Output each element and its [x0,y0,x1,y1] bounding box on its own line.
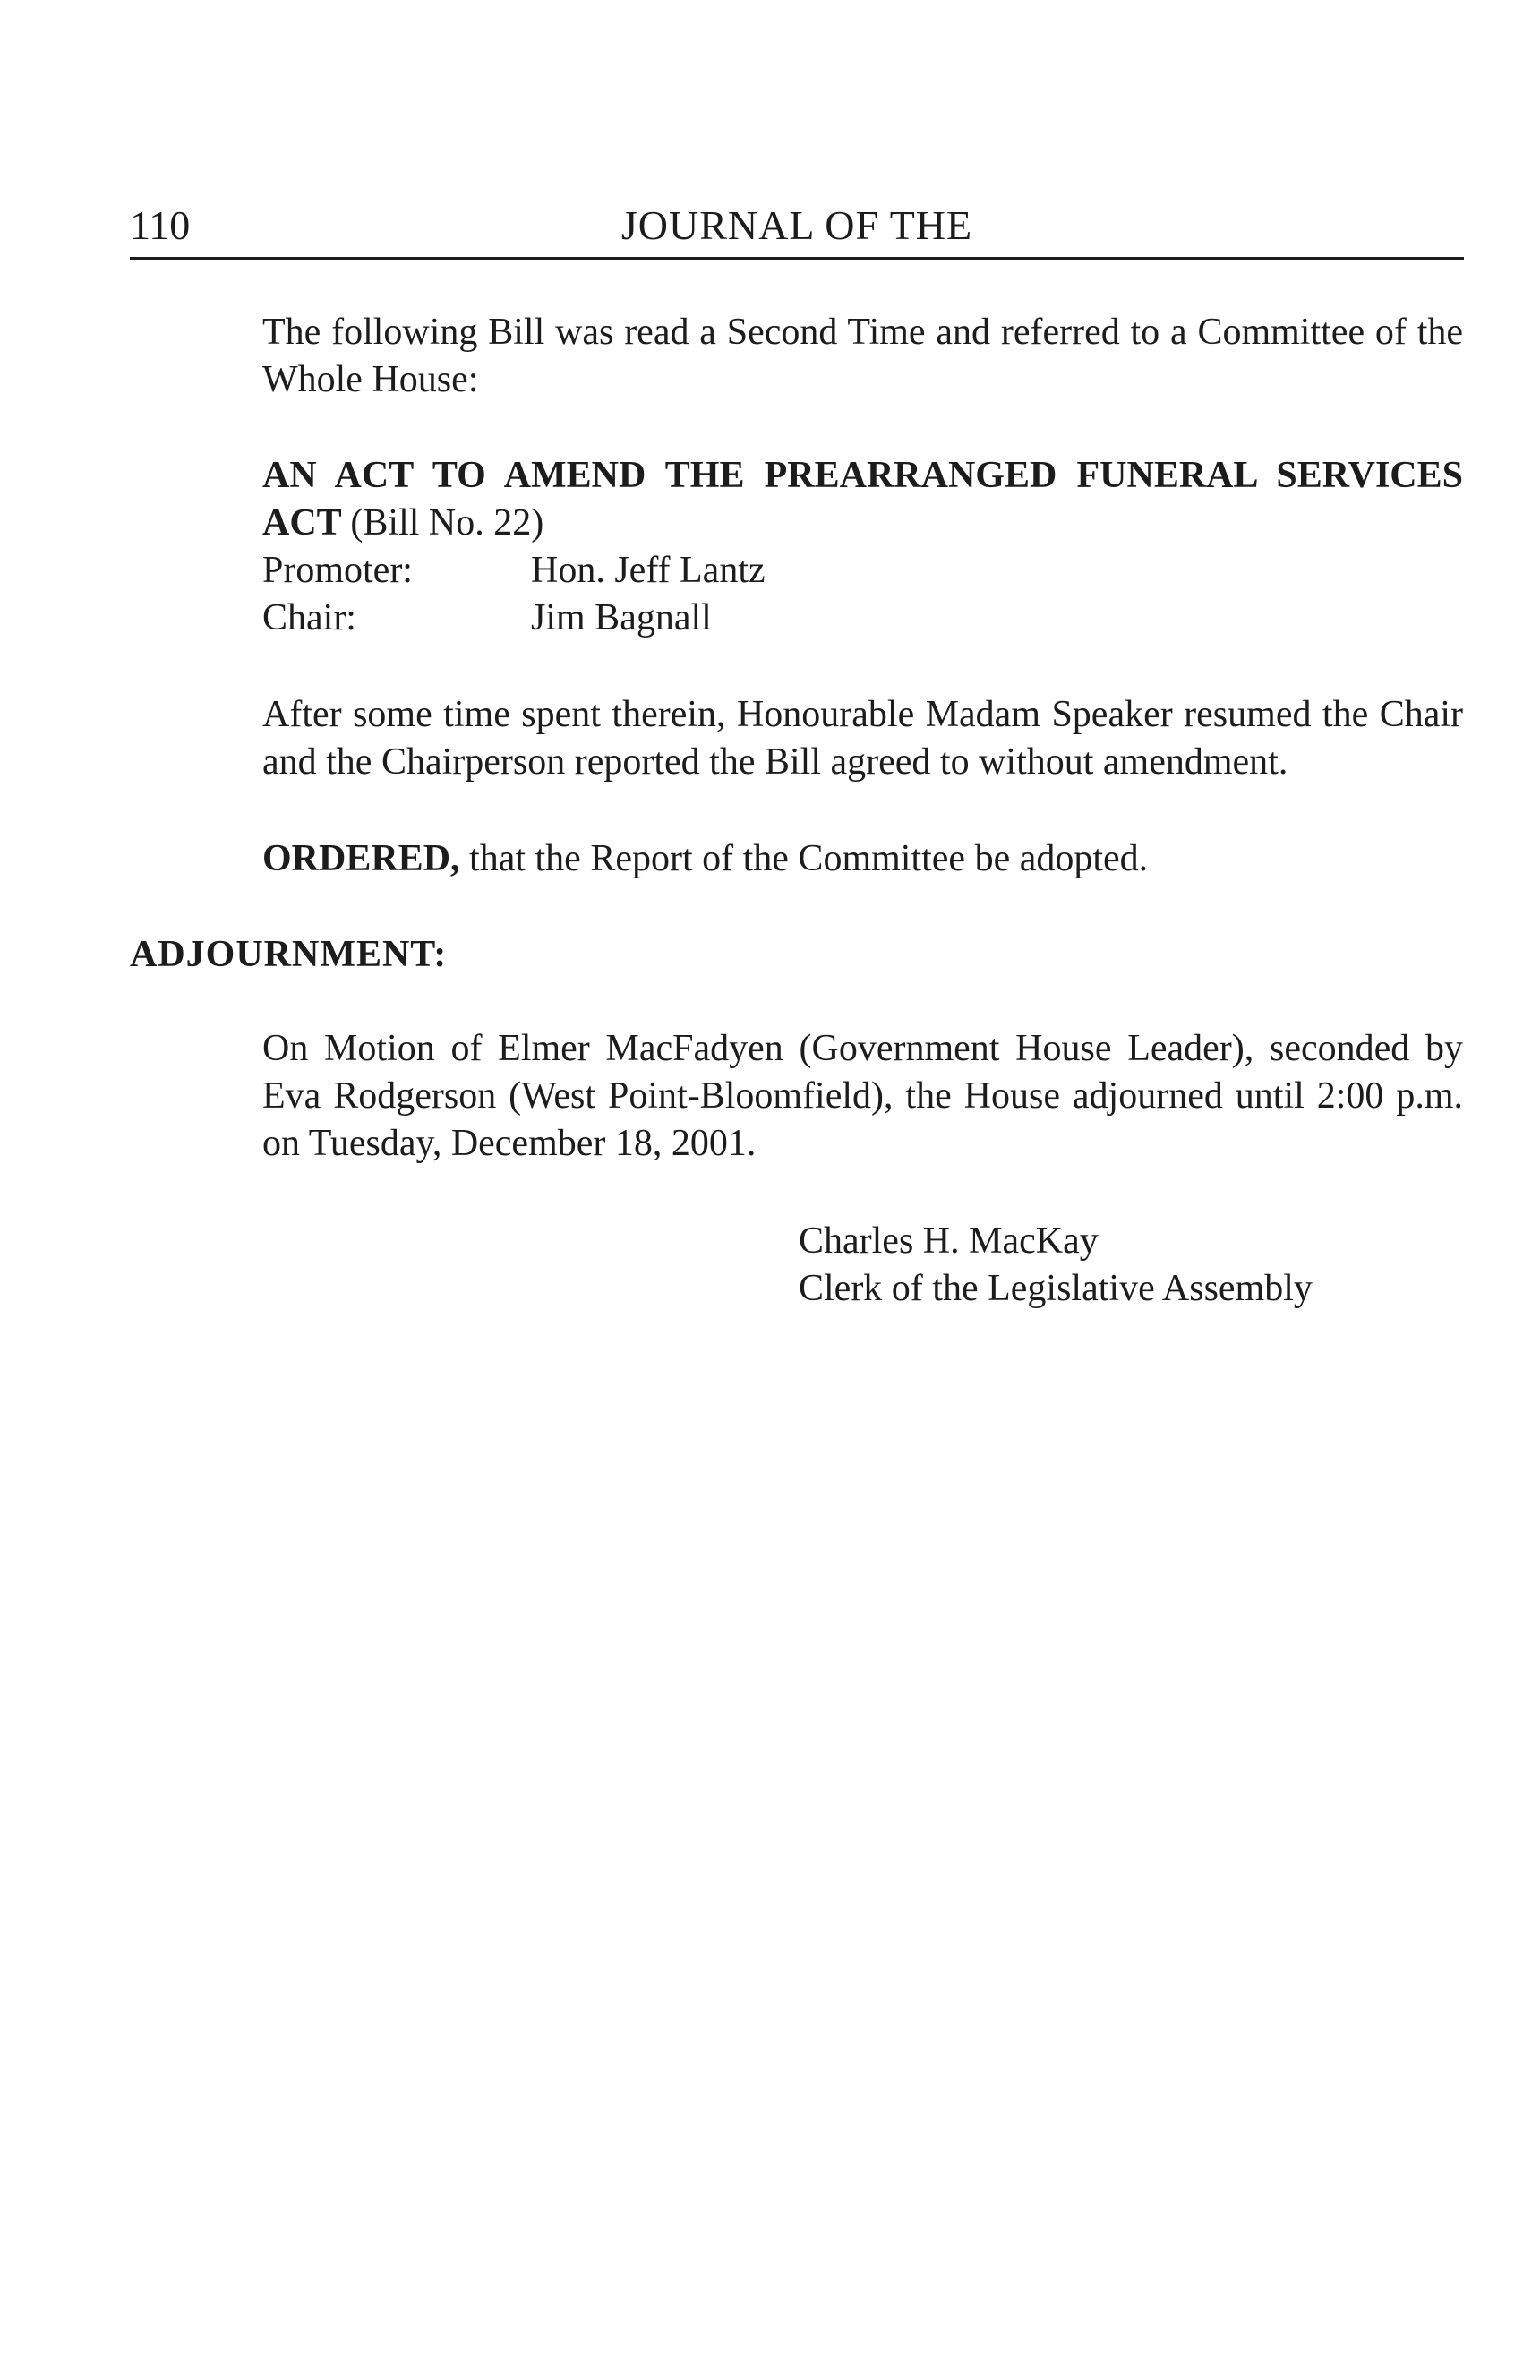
chair-row [262,595,1068,642]
bill-title-text: AN ACT TO AMEND THE PREARRANGED FUNERAL SERVICES ACT [262,455,1463,544]
ordered-text: that the Report of the Committee be adopted. [469,838,1149,879]
second-reading-intro: The following Bill was read a Second Time and referred to a Committee of the Whole House: [262,312,1463,400]
running-head [130,199,1464,253]
header-rule [130,257,1464,260]
adjournment-motion-paragraph: On Motion of Elmer MacFadyen (Government House Leader), seconded by Eva Rodgerson (West Point-Bloomfield), the House adjourned until 2:00 p.m. on Tuesday, December 18, 2001. [262,1028,1463,1164]
promoter-label: Promoter: [262,550,413,591]
chair-name: Jim Bagnall [531,597,712,638]
signatory-title: Clerk of the Legislative Assembly [799,1268,1313,1309]
signature-block [799,1218,1313,1313]
adjournment-heading: ADJOURNMENT: [130,934,448,975]
committee-report-paragraph: After some time spent therein, Honourable Madam Speaker resumed the Chair and the Chairperson reported the Bill agreed to without amendment. [262,694,1463,783]
ordered-paragraph [262,835,1463,883]
promoter-row [262,547,1068,595]
ordered-keyword: ORDERED, [262,838,460,879]
bill-number: (Bill No. 22) [350,502,544,544]
bill-title [262,452,1463,547]
page-number: 110 [130,202,191,248]
promoter-name: Hon. Jeff Lantz [531,550,766,591]
signatory-name: Charles H. MacKay [799,1220,1099,1262]
journal-title: JOURNAL OF THE [620,202,973,248]
chair-label: Chair: [262,597,356,638]
